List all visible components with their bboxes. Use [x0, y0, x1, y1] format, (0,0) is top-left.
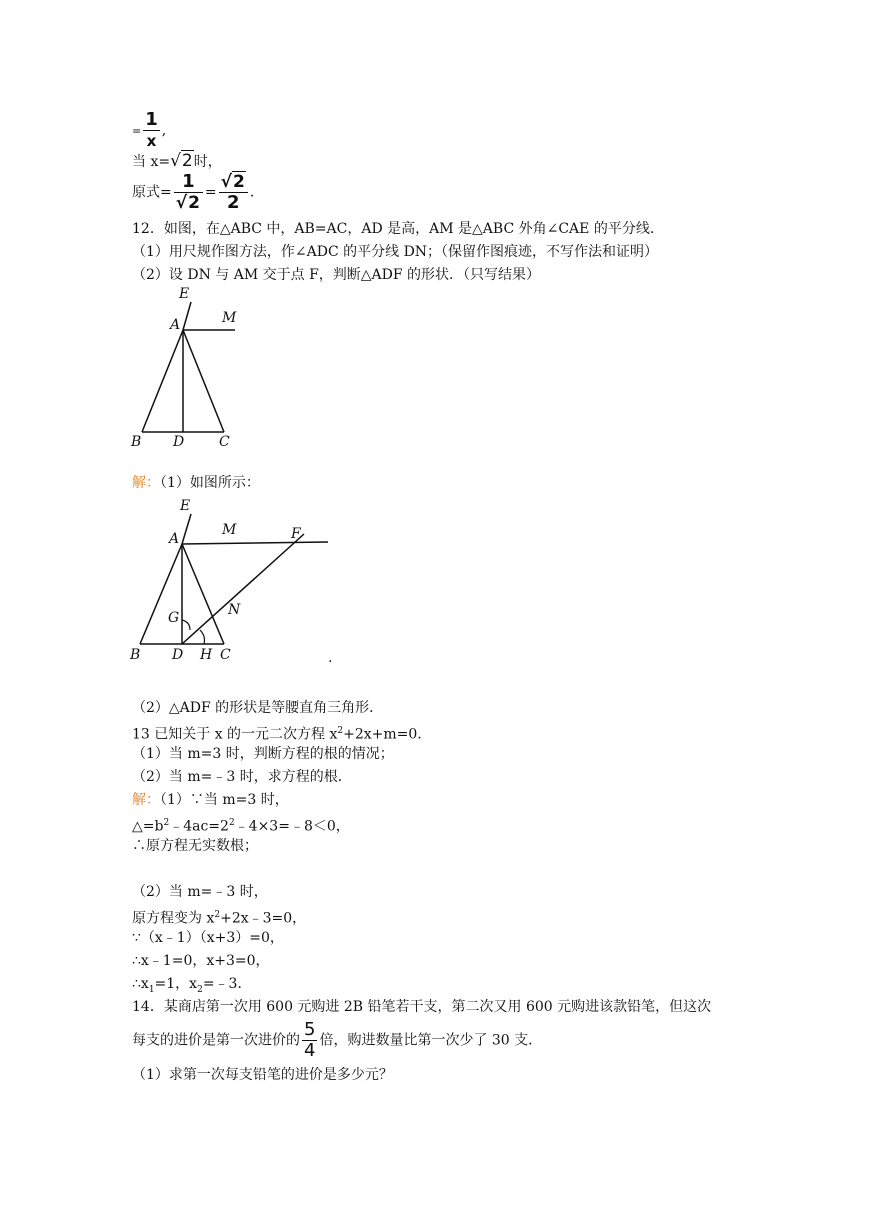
arc-H	[200, 630, 205, 644]
sol13-line3: ∴原方程无实数根；	[132, 838, 258, 854]
q14-line2: 每支的进价是第一次进价的 $\frac{5}{4}$ 倍，购进数量比第一次少了 30 支．	[132, 1019, 543, 1061]
fraction-5-over-4: $\frac{5}{4}$	[304, 1019, 316, 1061]
q13-part1: （1）当 m=3 时，判断方程的根的情况；	[132, 746, 394, 762]
ray-AM	[182, 542, 328, 544]
q14-line1: 14．某商店第一次用 600 元购进 2B 铅笔若干支，第二次又用 600 元购进该款铅笔，但这次	[132, 999, 712, 1015]
q12-stem: 12．如图，在△ABC 中，AB=AC，AD 是高，AM 是△ABC 外角∠CAE 的平分线．	[132, 221, 664, 237]
fraction-1-over-sqrt2: $\frac{1}{√2}$	[174, 172, 203, 213]
label-E: E	[179, 286, 190, 302]
label-H: H	[200, 647, 213, 663]
label-B: B	[131, 434, 142, 450]
q12-part1: （1）用尺规作图方法，作∠ADC 的平分线 DN；（保留作图痕迹，不写作法和证明）	[132, 244, 659, 260]
expr-line-3: 原式= $\frac{1}{√2}$ = $\frac{√2}{2}$ .	[132, 171, 255, 213]
expr-line-1: = $\frac{1}{x}$ ,	[132, 109, 167, 150]
triangle-figure-1	[128, 284, 248, 452]
sol13-line2: $\triangle=b^2﹣4ac=2^2﹣4\times 3=﹣8<0$，	[132, 818, 350, 835]
sol12-part2: （2）△ADF 的形状是等腰直角三角形．	[132, 700, 384, 716]
side-AC	[182, 544, 224, 644]
label-D: D	[173, 434, 185, 450]
trailing-period: .	[328, 650, 333, 666]
label-B: B	[130, 647, 141, 663]
solution-tag: 解：	[132, 792, 160, 808]
side-AB	[140, 544, 182, 644]
label-A: A	[169, 531, 180, 547]
label-D: D	[172, 647, 184, 663]
label-F: F	[291, 526, 301, 542]
line-AE	[182, 514, 191, 544]
label-M: M	[222, 310, 237, 326]
arc-G	[182, 620, 190, 630]
eq-sign: =	[132, 124, 142, 138]
label-C: C	[219, 434, 230, 450]
expr-line-2: 当 x=√2时，	[132, 151, 222, 171]
fraction-sqrt2-over-2: $\frac{√2}{2}$	[219, 172, 248, 213]
triangle-figure-2	[128, 496, 334, 668]
fraction-1-over-x: $\frac{1}{x}$	[145, 109, 158, 150]
solution-tag: 解：	[132, 475, 160, 491]
label-N: N	[228, 602, 241, 618]
q13-part2: （2）当 m=﹣3 时，求方程的根．	[132, 769, 352, 785]
sol13-line7: ∴x﹣1=0，x+3=0，	[132, 953, 270, 969]
line-AE	[183, 302, 191, 330]
label-G: G	[168, 610, 180, 626]
side-AB	[142, 330, 183, 432]
sol13-line1: 解：（1）∵当 m=3 时，	[132, 792, 289, 808]
sol13-line5: 原方程变为 $x^2+2x﹣3=0$，	[132, 910, 307, 927]
q14-part1: （1）求第一次每支铅笔的进价是多少元？	[132, 1067, 393, 1083]
label-E: E	[180, 498, 191, 514]
sqrt-2: √2	[170, 151, 193, 171]
sol13-line8: $\therefore x_1=1$，$x_2=﹣3$．	[132, 976, 252, 995]
sol13-line6: ∵（x﹣1）（x+3）=0，	[132, 930, 284, 946]
sol12-part1: 解：（1）如图所示：	[132, 475, 260, 491]
q13-stem: 13 已知关于 x 的一元二次方程 $x^2+2x+m=0$．	[132, 726, 432, 743]
sol13-line4: （2）当 m=﹣3 时，	[132, 884, 268, 900]
label-A: A	[170, 317, 181, 333]
q12-part2: （2）设 DN 与 AM 交于点 F，判断△ADF 的形状．（只写结果）	[132, 267, 541, 283]
side-AC	[183, 330, 224, 432]
label-M: M	[222, 522, 237, 538]
label-C: C	[220, 647, 231, 663]
